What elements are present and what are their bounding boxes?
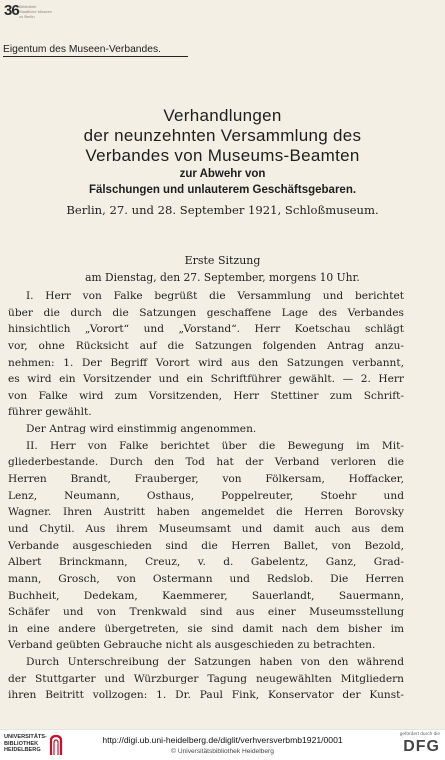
text-line: Schäfer und von Trenkwald sind aus einer Museumsstellung [8, 606, 404, 619]
text-line: II. Herr von Falke berichtet über die Bewegung im Mit- [26, 439, 404, 452]
stamp-line: Bibliothek [19, 4, 37, 9]
dfg-logo [388, 732, 440, 758]
text-line: ihren Beitritt vollzogen: 1. Dr. Paul Fink, Konservator der Kunst- [8, 689, 404, 702]
text-line: der Stuttgarter und Würzburger Tagung neugewählten Mitgliedern [8, 672, 404, 685]
text-line: Durch Unterschreibung der Satzungen haben von den während [26, 656, 404, 669]
dfg-wordmark: DFG [403, 738, 440, 755]
library-name-line: UNIVERSITÄTS- [4, 734, 47, 740]
title-line: Verbandes von Museums-Beamten [85, 146, 360, 165]
ownership-note: Eigentum des Museen-Verbandes. [3, 44, 188, 57]
section-heading: Erste Sitzung [184, 254, 261, 267]
text-line: Buchheit, Dedekam, Kaemmerer, Sauerlandt, Sauermann, [8, 589, 404, 602]
viewer-footer [0, 729, 445, 760]
library-stamp [4, 2, 54, 24]
text-line: und Chytil. Aus ihrem Museumsamt und damit auch aus dem [8, 522, 404, 535]
session-time: am Dienstag, den 27. September, morgens 10 Uhr. [85, 271, 360, 284]
text-line: Herren Brandt, Frauberger, von Fölkersam, Hoffacker, [8, 473, 404, 486]
text-line: führer gewählt. [8, 406, 92, 419]
text-line: hinsichtlich „Vorort“ und „Vorstand“. Herr Koetschau schlägt [8, 323, 404, 336]
text-line: Der Antrag wird einstimmig angenommen. [26, 423, 257, 436]
title-block [0, 106, 445, 220]
university-library-logo [4, 733, 64, 757]
text-line: Lenz, Neumann, Osthaus, Poppelreuter, Stoehr und [8, 489, 404, 502]
stamp-line: Staatliche Museen [19, 9, 52, 14]
text-line: Wagner. Ihren Austritt haben angemeldet die Herren Borovsky [8, 506, 404, 519]
copyright-note: © Universitätsbibliothek Heidelberg [171, 748, 274, 755]
text-line: Verband geübten Gebrauche nicht als ausgeschieden zu betrachten. [8, 639, 376, 652]
heidelberg-seal-icon [48, 733, 64, 757]
text-line: es wird ein Vorsitzender und ein Schriftführer gewählt. — 2. Herr [8, 373, 404, 386]
stamp-line: zu Berlin [19, 14, 35, 19]
library-name [4, 734, 47, 754]
stamp-text [19, 4, 52, 19]
title-line: Verhandlungen [163, 106, 282, 125]
shelf-number: 36 [4, 2, 19, 19]
text-line: I. Herr von Falke begrüßt die Versammlung und berichtet [26, 290, 404, 302]
permalink-link[interactable]: http://digi.ub.uni-heidelberg.de/diglit/verhversverbmb1921/0001 [102, 735, 343, 745]
text-line: nehmen: 1. Der Begriff Vorort wird aus den Satzungen verbannt, [8, 356, 404, 369]
text-line: vor, ohne Rücksicht auf die Satzungen folgenden Antrag anzu- [8, 339, 404, 352]
library-name-line: BIBLIOTHEK [4, 740, 39, 747]
dfg-caption: gefördert durch die [399, 732, 440, 737]
text-line: gliederbestande. Durch den Tod hat der Verband verloren die [8, 456, 404, 469]
library-name-line: HEIDELBERG [4, 747, 41, 754]
meeting-date-place: Berlin, 27. und 28. September 1921, Schloßmuseum. [66, 203, 379, 217]
text-line: in eine andere übergetreten, sie sind damit nach dem bisher im [8, 622, 404, 635]
subtitle-line: Fälschungen und unlauterem Geschäftsgebaren. [88, 184, 357, 196]
subtitle-line: zur Abwehr von [179, 168, 266, 180]
text-line: von Falke wird zum Vorsitzenden, Herr Stettiner zum Schrift- [8, 389, 404, 402]
body-text [8, 288, 404, 704]
text-line: mann, Grosch, von Ostermann und Redslob. Die Herren [8, 572, 404, 585]
text-line: Albert Brinckmann, Creuz, v. d. Gabelentz, Ganz, Grad- [8, 556, 404, 569]
text-line: Verbande ausgeschieden sind die Herren Ballet, von Bezold, [8, 539, 404, 552]
title-line: der neunzehnten Versammlung des [83, 126, 362, 145]
text-line: über die durch die Satzungen geschaffene Lage des Verbandes [8, 306, 404, 319]
